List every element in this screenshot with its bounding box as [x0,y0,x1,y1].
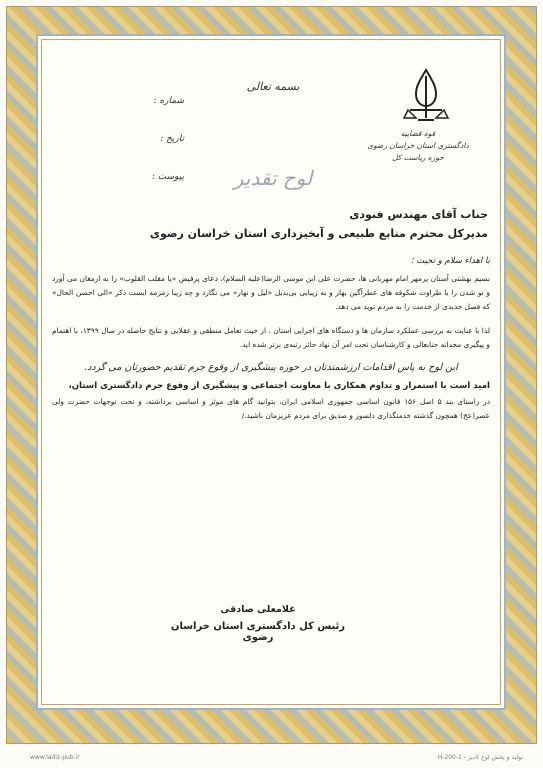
footer-printer: تولید و پخش لوح لادیز - H-200-1 [437,754,523,761]
meta-attachment-label: پیوست : [151,172,184,182]
document-title: لوح تقدیر [233,166,313,190]
org-line-2: دادگستری استان خراسان رضوی [367,141,469,150]
recipient-position: مدیرکل محترم منابع طبیعی و آبخیزداری استان خراسان رضوی [149,227,488,240]
judiciary-emblem-icon [402,66,450,122]
footer-url: www.ladiz-pub.ir [30,754,80,761]
hope-statement: امید است با استمرار و تداوم همکاری با معاونت اجتماعی و پیشگیری از وقوع جرم دادگستری استان، [68,381,490,391]
certificate-body [52,208,490,433]
org-line-1: قوه قضاییه [400,129,436,138]
bismillah-heading: بسمه تعالی [246,80,300,93]
signature-block [158,604,358,643]
paragraph-1: نسیم بهشتی آستان پرمهر امام مهربانی ها، حضرت علی ابن موسی الرضا(علیه السلام)، دعای پرفیض «یا مقلب القلوب» را به ارمغان می آورد و نو شدن را با طراوت شکوفه های عطرآگین بهار و به زیبایی بی‌بدیل «لیل و نهار» می نگارد و چه زیبا زمزمه ایست ذکر «الی احسن الحال» که فصل جدیدی از خدمت را به مردم نوید می دهد. [52,274,490,311]
organization-name [358,128,478,164]
recipient-name: جناب آقای مهندس فنودی [349,208,488,221]
document-meta [54,96,184,210]
closing-paragraph: در راستای بند ۵ اصل ۱۵۶ قانون اساسی جمهوری اسلامی ایران، بتوانید گام های موثر و اساسی برداشته، و تحت توجهات حضرت ولی عصر(عج) همچون گذشته خدمتگذاری دلسوز و صدیق برای مردم عزیزمان باشید./ [52,397,490,420]
org-line-3: حوزه ریاست کل [392,153,444,162]
signer-title: رئیس کل دادگستری استان خراسان رضوی [170,621,346,643]
paragraph-2: لذا با عنایت به بررسی عملکرد سازمان ها و دستگاه های اجرایی استان ، از حیث تعامل منطقی و عقلایی و نتایج حاصله در سال ۱۳۹۹، با اهتمام و پیگیری مجدانه جنابعالی و کارشناسان تحت امر آن نهاد حائز رتبه‌ی برتر شده اید. [52,326,490,349]
meta-date-label: تاریخ : [160,134,184,144]
greeting: با اهداء سلام و تحیت ؛ [410,256,490,266]
meta-number-label: شماره : [153,96,184,106]
appreciation-statement: این لوح به پاس اقدامات ارزشمندتان در حوزه پیشگیری از وقوع جرم تقدیم حضورتان می گردد. [84,362,458,373]
certificate-content-area [36,34,506,710]
signer-name: غلامعلی صادقی [220,604,296,615]
footer [0,748,543,768]
